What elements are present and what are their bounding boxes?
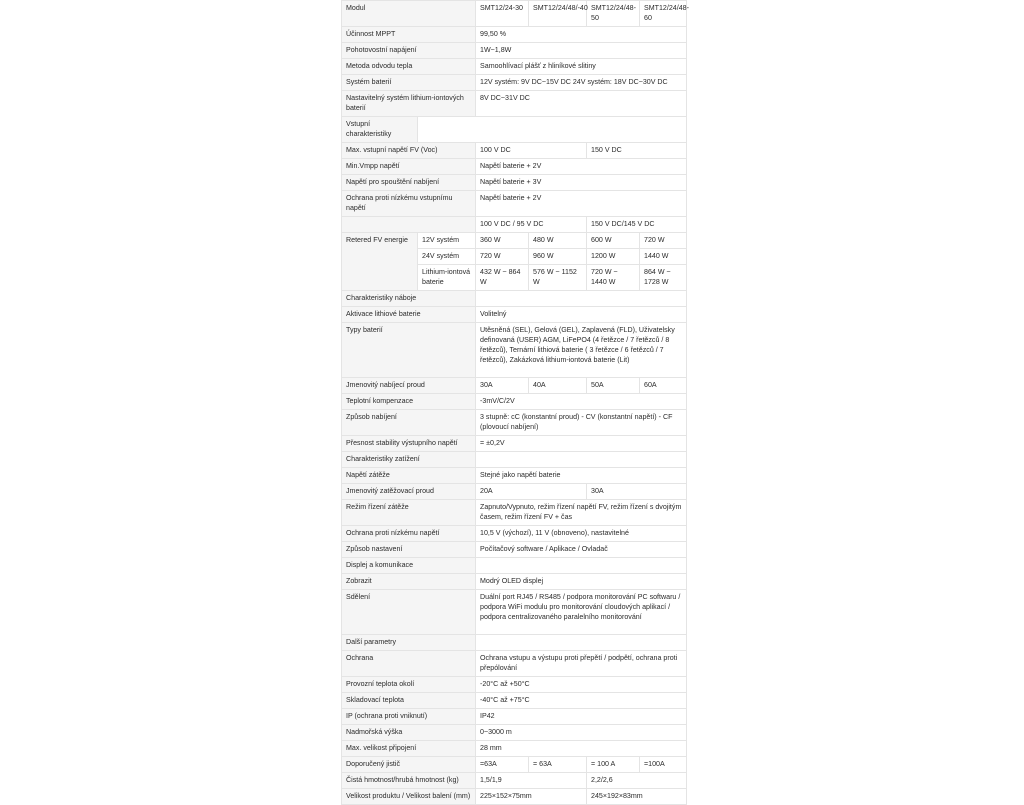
cell-value: 360 W <box>476 233 529 249</box>
row-label: Čistá hmotnost/hrubá hmotnost (kg) <box>342 773 476 789</box>
row-label: Max. vstupní napětí FV (Voc) <box>342 143 476 159</box>
table-row <box>342 468 687 484</box>
row-label: Sdělení <box>342 590 476 635</box>
table-row <box>342 635 687 651</box>
cell-value: Utěsněná (SEL), Gelová (GEL), Zaplavená (FLD), Uživatelsky definovaná (USER) AGM, LiFePO4 (4 řetězce / 7 řetězců / 8 řetězců), Ternární lithiová baterie ( 3 řetězce / 6 řetězců / 7 řetězců), Zakázková lithium-iontová baterie (Lit) <box>476 323 687 378</box>
table-row <box>342 233 687 249</box>
cell-value: 1W~1,8W <box>476 43 687 59</box>
cell-value: 60A <box>640 378 687 394</box>
table-row <box>342 542 687 558</box>
cell-value <box>476 291 687 307</box>
row-label: Skladovací teplota <box>342 693 476 709</box>
table-row <box>342 394 687 410</box>
table-row <box>342 526 687 542</box>
row-label: Režim řízení zátěže <box>342 500 476 526</box>
table-row <box>342 1 687 27</box>
cell-value: Volitelný <box>476 307 687 323</box>
row-label: Způsob nastavení <box>342 542 476 558</box>
row-label: Ochrana <box>342 651 476 677</box>
cell-value: 30A <box>476 378 529 394</box>
row-label: Přesnost stability výstupního napětí <box>342 436 476 452</box>
cell-value: = 100 A <box>587 757 640 773</box>
cell-value: 30A <box>587 484 687 500</box>
sub-label: 12V systém <box>418 233 476 249</box>
cell-value: 100 V DC / 95 V DC <box>476 217 587 233</box>
cell-value: 150 V DC/145 V DC <box>587 217 687 233</box>
cell-value: -20°C až +50°C <box>476 677 687 693</box>
cell-value: 1200 W <box>587 249 640 265</box>
cell-value: =63A <box>476 757 529 773</box>
row-label: Min.Vmpp napětí <box>342 159 476 175</box>
row-label: Pohotovostní napájení <box>342 43 476 59</box>
cell-value: Duální port RJ45 / RS485 / podpora monitorování PC softwaru / podpora WiFi modulu pro monitorování cloudových aplikací / podpora centralizovaného paralelního monitorování <box>476 590 687 635</box>
cell-value: Napětí baterie + 2V <box>476 191 687 217</box>
table-row <box>342 159 687 175</box>
cell-value: 28 mm <box>476 741 687 757</box>
cell-value: SMT12/24/48-60 <box>640 1 687 27</box>
table-row <box>342 574 687 590</box>
cell-value: Modrý OLED displej <box>476 574 687 590</box>
table-row <box>342 43 687 59</box>
table-row <box>342 323 687 378</box>
cell-value: Zapnuto/Vypnuto, režim řízení napětí FV, režim řízení s dvojitým časem, režim řízení FV + čas <box>476 500 687 526</box>
table-row <box>342 484 687 500</box>
table-row <box>342 217 687 233</box>
sub-label: Lithium-iontová baterie <box>418 265 476 291</box>
row-label: Typy baterií <box>342 323 476 378</box>
row-label: Charakteristiky náboje <box>342 291 476 307</box>
row-label: Nastavitelný systém lithium-iontových baterií <box>342 91 476 117</box>
cell-value: 8V DC~31V DC <box>476 91 687 117</box>
cell-value: 432 W ~ 864 W <box>476 265 529 291</box>
cell-value: 99,50 % <box>476 27 687 43</box>
cell-value: = 63A <box>529 757 587 773</box>
row-label: Charakteristiky zatížení <box>342 452 476 468</box>
row-label: Ochrana proti nízkému napětí <box>342 526 476 542</box>
table-row <box>342 757 687 773</box>
cell-value: 600 W <box>587 233 640 249</box>
cell-value <box>476 558 687 574</box>
cell-value: = ±0,2V <box>476 436 687 452</box>
table-row <box>342 725 687 741</box>
cell-value: 3 stupně: cC (konstantní proud) - CV (konstantní napětí) - CF (plovoucí nabíjení) <box>476 410 687 436</box>
cell-value: Napětí baterie + 3V <box>476 175 687 191</box>
row-label: Max. velikost připojení <box>342 741 476 757</box>
spec-table-container <box>341 0 689 800</box>
row-label: Další parametry <box>342 635 476 651</box>
table-row <box>342 677 687 693</box>
cell-value <box>476 452 687 468</box>
row-label: Nadmořská výška <box>342 725 476 741</box>
cell-value: 1,5/1,9 <box>476 773 587 789</box>
table-row <box>342 436 687 452</box>
cell-value: 720 W <box>640 233 687 249</box>
table-row <box>342 410 687 436</box>
cell-value: 2,2/2,6 <box>587 773 687 789</box>
cell-value: SMT12/24/48-50 <box>587 1 640 27</box>
row-label: Účinnost MPPT <box>342 27 476 43</box>
cell-value: 960 W <box>529 249 587 265</box>
row-label: Provozní teplota okolí <box>342 677 476 693</box>
cell-value: -40°C až +75°C <box>476 693 687 709</box>
table-row <box>342 27 687 43</box>
table-row <box>342 500 687 526</box>
row-label: Systém baterií <box>342 75 476 91</box>
spec-table <box>341 0 687 805</box>
table-row <box>342 291 687 307</box>
cell-value: =100A <box>640 757 687 773</box>
cell-value: 10,5 V (výchozí), 11 V (obnoveno), nastavitelné <box>476 526 687 542</box>
cell-value: IP42 <box>476 709 687 725</box>
table-row <box>342 191 687 217</box>
cell-value: 0~3000 m <box>476 725 687 741</box>
table-row <box>342 789 687 805</box>
row-label: Metoda odvodu tepla <box>342 59 476 75</box>
row-label: Zobrazit <box>342 574 476 590</box>
row-label: Retered FV energie <box>342 233 418 291</box>
cell-value: SMT12/24-30 <box>476 1 529 27</box>
row-label: Doporučený jistič <box>342 757 476 773</box>
cell-value: 1440 W <box>640 249 687 265</box>
table-row <box>342 307 687 323</box>
row-label: Ochrana proti nízkému vstupnímu napětí <box>342 191 476 217</box>
table-row <box>342 651 687 677</box>
cell-value: Samoohlívací plášť z hliníkové slitiny <box>476 59 687 75</box>
cell-value: 480 W <box>529 233 587 249</box>
cell-value: 225×152×75mm <box>476 789 587 805</box>
cell-value <box>476 635 687 651</box>
sub-label: 24V systém <box>418 249 476 265</box>
cell-value: 50A <box>587 378 640 394</box>
row-label: Napětí zátěže <box>342 468 476 484</box>
row-label: Jmenovitý nabíjecí proud <box>342 378 476 394</box>
row-label: Modul <box>342 1 476 27</box>
table-row <box>342 91 687 117</box>
cell-value: Ochrana vstupu a výstupu proti přepětí / podpětí, ochrana proti přepólování <box>476 651 687 677</box>
cell-value <box>418 117 687 143</box>
row-label: Napětí pro spouštění nabíjení <box>342 175 476 191</box>
table-row <box>342 741 687 757</box>
cell-value: 20A <box>476 484 587 500</box>
table-row <box>342 452 687 468</box>
row-label: Displej a komunikace <box>342 558 476 574</box>
row-label: Způsob nabíjení <box>342 410 476 436</box>
cell-value: 864 W ~ 1728 W <box>640 265 687 291</box>
table-row <box>342 175 687 191</box>
table-row <box>342 693 687 709</box>
row-label: IP (ochrana proti vniknutí) <box>342 709 476 725</box>
table-row <box>342 558 687 574</box>
cell-value: Počítačový software / Aplikace / Ovladač <box>476 542 687 558</box>
cell-value: SMT12/24/48/-40 <box>529 1 587 27</box>
table-row <box>342 117 687 143</box>
cell-value: 40A <box>529 378 587 394</box>
cell-value: 12V systém: 9V DC~15V DC 24V systém: 18V DC~30V DC <box>476 75 687 91</box>
row-label: Jmenovitý zatěžovací proud <box>342 484 476 500</box>
row-label: Velikost produktu / Velikost balení (mm) <box>342 789 476 805</box>
table-row <box>342 378 687 394</box>
table-row <box>342 75 687 91</box>
table-row <box>342 590 687 635</box>
cell-value: Stejné jako napětí baterie <box>476 468 687 484</box>
cell-value: 720 W ~ 1440 W <box>587 265 640 291</box>
table-row <box>342 773 687 789</box>
table-row <box>342 143 687 159</box>
row-label <box>342 217 476 233</box>
cell-value: -3mV/C/2V <box>476 394 687 410</box>
cell-value: 576 W ~ 1152 W <box>529 265 587 291</box>
row-label: Aktivace lithiové baterie <box>342 307 476 323</box>
cell-value: Napětí baterie + 2V <box>476 159 687 175</box>
row-label: Teplotní kompenzace <box>342 394 476 410</box>
cell-value: 150 V DC <box>587 143 687 159</box>
row-label: Vstupní charakteristiky <box>342 117 418 143</box>
table-row <box>342 59 687 75</box>
cell-value: 100 V DC <box>476 143 587 159</box>
cell-value: 245×192×83mm <box>587 789 687 805</box>
table-row <box>342 709 687 725</box>
cell-value: 720 W <box>476 249 529 265</box>
